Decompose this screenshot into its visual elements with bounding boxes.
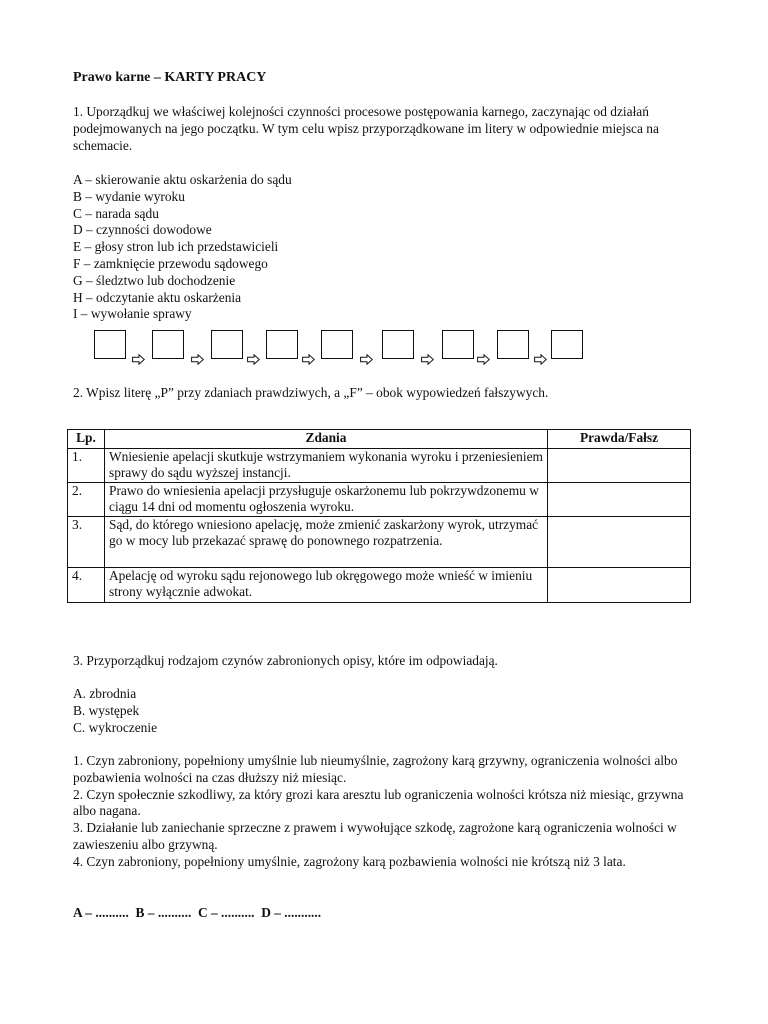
table-row xyxy=(68,483,691,517)
row-sentence: Apelację od wyroku sądu rejonowego lub okręgowego może wnieść w imieniu strony wyłącznie adwokat. xyxy=(105,568,548,603)
description-1: 1. Czyn zabroniony, popełniony umyślnie lub nieumyślnie, zagrożony karą grzywny, ograniczenia wolności albo pozbawienia wolności na czas dłuższy niż miesiąc. xyxy=(73,753,678,785)
header-sentence: Zdania xyxy=(105,430,548,449)
option-i: I – wywołanie sprawy xyxy=(73,306,192,322)
description-3: 3. Działanie lub zaniechanie sprzeczne z prawem i wywołujące szkodę, zagrożone karą ograniczenia wolności w zawieszeniu albo grzywną. xyxy=(73,820,677,852)
row-number: 1. xyxy=(68,449,105,483)
task3-options xyxy=(73,686,700,736)
answer-box-2[interactable] xyxy=(152,330,184,359)
option-f: F – zamknięcie przewodu sądowego xyxy=(73,255,268,271)
row-number: 2. xyxy=(68,483,105,517)
option-misdemeanor: C. wykroczenie xyxy=(73,719,158,735)
option-c: C – narada sądu xyxy=(73,205,159,221)
arrow-right-outline-icon xyxy=(534,354,547,365)
table-header-row xyxy=(68,430,691,449)
answer-box-4[interactable] xyxy=(266,330,298,359)
table-row xyxy=(68,568,691,603)
option-a: A – skierowanie aktu oskarżenia do sądu xyxy=(73,172,292,187)
header-answer: Prawda/Fałsz xyxy=(548,430,691,449)
answer-cell[interactable] xyxy=(548,568,691,603)
option-e: E – głosy stron lub ich przedstawicieli xyxy=(73,239,279,255)
task3-instruction: 3. Przyporządkuj rodzajom czynów zabronionych opisy, które im odpowiadają. xyxy=(73,653,498,668)
description-2: 2. Czyn społecznie szkodliwy, za który grozi kara aresztu lub ograniczenia wolności krótsza niż miesiąc, grzywna albo nagana. xyxy=(73,786,684,819)
row-sentence: Wniesienie apelacji skutkuje wstrzymaniem wykonania wyroku i przeniesieniem sprawy do sądu wyższej instancji. xyxy=(105,449,548,483)
answer-cell[interactable] xyxy=(548,517,691,568)
option-h: H – odczytanie aktu oskarżenia xyxy=(73,289,242,305)
arrow-right-outline-icon xyxy=(191,354,204,365)
answer-box-5[interactable] xyxy=(321,330,353,359)
page-title: Prawo karne – KARTY PRACY xyxy=(73,70,267,85)
arrow-right-outline-icon xyxy=(132,354,145,365)
answer-box-6[interactable] xyxy=(382,330,414,359)
table-row xyxy=(68,517,691,568)
header-lp: Lp. xyxy=(68,430,105,449)
arrow-right-outline-icon xyxy=(477,354,490,365)
row-sentence: Prawo do wniesienia apelacji przysługuje oskarżonemu lub pokrzywdzonemu w ciągu 14 dni od momentu ogłoszenia wyroku. xyxy=(105,483,548,517)
true-false-table xyxy=(67,429,691,603)
option-b: B – wydanie wyroku xyxy=(73,188,185,204)
option-crime: A. zbrodnia xyxy=(73,686,137,701)
description-4: 4. Czyn zabroniony, popełniony umyślnie, zagrożony karą pozbawienia wolności nie krótszą niż 3 lata. xyxy=(73,853,626,869)
task1-instruction: 1. Uporządkuj we właściwej kolejności czynności procesowe postępowania karnego, zaczynając od działań podejmowanych na jego początku. W tym celu wpisz przyporządkowane im litery w odpowiednie miejsca na schemacie. xyxy=(73,104,659,153)
row-number: 3. xyxy=(68,517,105,568)
task3-answer-line[interactable]: A – .......... B – .......... C – .......... D – ........... xyxy=(73,905,322,920)
answer-box-7[interactable] xyxy=(442,330,474,359)
arrow-right-outline-icon xyxy=(302,354,315,365)
task1-options xyxy=(73,172,700,323)
answer-box-1[interactable] xyxy=(94,330,126,359)
task3-descriptions xyxy=(73,753,700,871)
answer-box-8[interactable] xyxy=(497,330,529,359)
answer-cell[interactable] xyxy=(548,449,691,483)
table-row xyxy=(68,449,691,483)
option-g: G – śledztwo lub dochodzenie xyxy=(73,272,236,288)
task2-instruction: 2. Wpisz literę „P” przy zdaniach prawdziwych, a „F” – obok wypowiedzeń fałszywych. xyxy=(73,385,549,400)
answer-cell[interactable] xyxy=(548,483,691,517)
option-d: D – czynności dowodowe xyxy=(73,222,212,238)
answer-box-9[interactable] xyxy=(551,330,583,359)
option-offence: B. występek xyxy=(73,702,140,718)
arrow-right-outline-icon xyxy=(247,354,260,365)
row-number: 4. xyxy=(68,568,105,603)
arrow-right-outline-icon xyxy=(421,354,434,365)
arrow-right-outline-icon xyxy=(360,354,373,365)
row-sentence: Sąd, do którego wniesiono apelację, może zmienić zaskarżony wyrok, utrzymać go w mocy lub przekazać sprawę do ponownego rozpatrzenia. xyxy=(105,517,548,568)
answer-box-3[interactable] xyxy=(211,330,243,359)
